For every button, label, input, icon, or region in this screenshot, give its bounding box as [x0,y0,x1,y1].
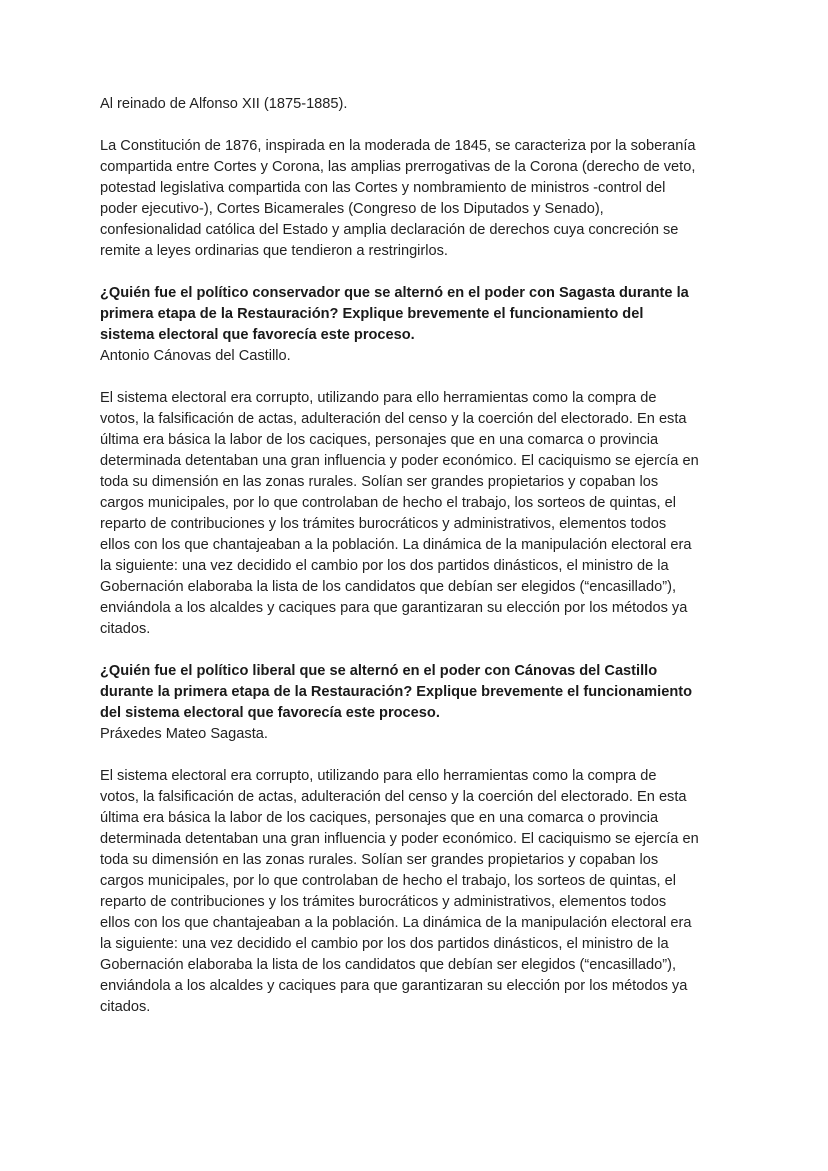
text-line: sistema electoral que favorecía este proceso. [100,327,415,343]
text-line: citados. [100,999,151,1015]
text-line: del sistema electoral que favorecía este proceso. [100,705,440,721]
question-1-heading [100,283,748,346]
text-line: ¿Quién fue el político conservador que se alternó en el poder con Sagasta durante la [100,285,689,301]
text-line: citados. [100,621,151,637]
text-line: ellos con los que chantajeaban a la población. La dinámica de la manipulación electoral era [100,915,692,931]
paragraph-gap [100,745,748,766]
text-line: cargos municipales, por lo que controlaban de hecho el trabajo, los sorteos de quintas, el [100,873,676,889]
text-line: Al reinado de Alfonso XII (1875-1885). [100,96,348,112]
text-line: votos, la falsificación de actas, adulteración del censo y la coerción del electorado. En esta [100,411,687,427]
paragraph-gap [100,367,748,388]
answer-text: Práxedes Mateo Sagasta. [100,726,268,742]
text-line: determinada detentaban una gran influencia y poder económico. El caciquismo se ejercía en [100,831,699,847]
text-line: reparto de contribuciones y los trámites burocráticos y administrativos, elementos todos [100,516,667,532]
text-line: toda su dimensión en las zonas rurales. Solían ser grandes propietarios y copaban los [100,474,659,490]
text-line: primera etapa de la Restauración? Explique brevemente el funcionamiento del [100,306,644,322]
text-line: El sistema electoral era corrupto, utilizando para ello herramientas como la compra de [100,390,657,406]
text-line: Gobernación elaboraba la lista de los candidatos que debían ser elegidos (“encasillado”), [100,579,677,595]
text-line: votos, la falsificación de actas, adulteración del censo y la coerción del electorado. En esta [100,789,687,805]
paragraph-gap [100,115,748,136]
text-line: Gobernación elaboraba la lista de los candidatos que debían ser elegidos (“encasillado”), [100,957,677,973]
constitution-paragraph [100,136,748,262]
text-line: enviándola a los alcaldes y caciques para que garantizaran su elección por los métodos ya [100,600,688,616]
electoral-system-paragraph-2 [100,766,748,1018]
text-line: última era básica la labor de los caciques, personajes que en una comarca o provincia [100,432,659,448]
electoral-system-paragraph-1 [100,388,748,640]
paragraph-gap [100,640,748,661]
text-line: poder ejecutivo-), Cortes Bicamerales (Congreso de los Diputados y Senado), [100,201,604,217]
text-line: toda su dimensión en las zonas rurales. Solían ser grandes propietarios y copaban los [100,852,659,868]
text-line: ellos con los que chantajeaban a la población. La dinámica de la manipulación electoral era [100,537,692,553]
text-line: compartida entre Cortes y Corona, las amplias prerrogativas de la Corona (derecho de veto, [100,159,696,175]
question-2-heading [100,661,748,724]
text-line: cargos municipales, por lo que controlaban de hecho el trabajo, los sorteos de quintas, el [100,495,676,511]
text-line: última era básica la labor de los caciques, personajes que en una comarca o provincia [100,810,659,826]
text-line: confesionalidad católica del Estado y amplia declaración de derechos cuya concreción se [100,222,679,238]
answer-2 [100,724,748,745]
text-line: durante la primera etapa de la Restauración? Explique brevemente el funcionamiento [100,684,693,700]
text-line: potestad legislativa compartida con las Cortes y nombramiento de ministros -control del [100,180,666,196]
text-line: remite a leyes ordinarias que tendieron a restringirlos. [100,243,448,259]
text-line: determinada detentaban una gran influencia y poder económico. El caciquismo se ejercía en [100,453,699,469]
text-line: El sistema electoral era corrupto, utilizando para ello herramientas como la compra de [100,768,657,784]
text-line: la siguiente: una vez decidido el cambio por los dos partidos dinásticos, el ministro de la [100,558,669,574]
text-line: reparto de contribuciones y los trámites burocráticos y administrativos, elementos todos [100,894,667,910]
answer-1 [100,346,748,367]
paragraph-gap [100,262,748,283]
text-line: La Constitución de 1876, inspirada en la moderada de 1845, se caracteriza por la soberanía [100,138,696,154]
intro-paragraph [100,94,748,115]
text-line: enviándola a los alcaldes y caciques para que garantizaran su elección por los métodos ya [100,978,688,994]
text-line: la siguiente: una vez decidido el cambio por los dos partidos dinásticos, el ministro de la [100,936,669,952]
answer-text: Antonio Cánovas del Castillo. [100,348,291,364]
text-line: ¿Quién fue el político liberal que se alternó en el poder con Cánovas del Castillo [100,663,658,679]
